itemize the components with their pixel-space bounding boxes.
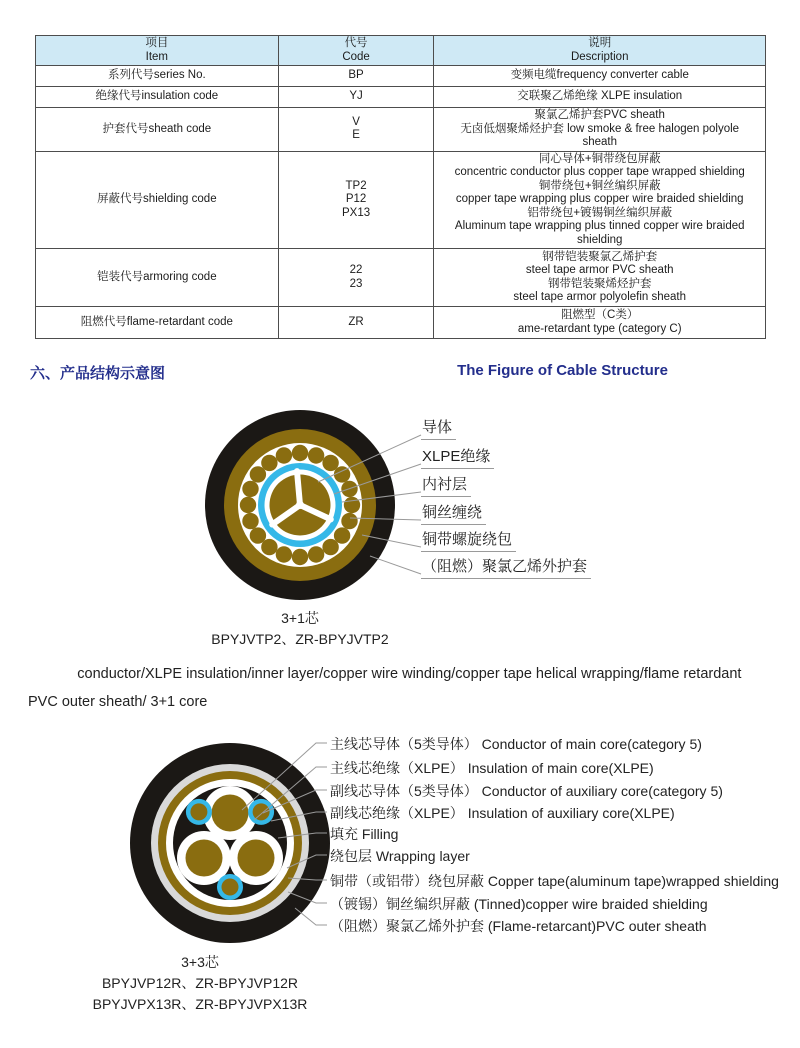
- label-copper-tape-wrap: 铜带螺旋绕包: [421, 528, 516, 552]
- section-title-en: The Figure of Cable Structure: [457, 362, 668, 379]
- desc-line: steel tape armor PVC sheath: [525, 264, 674, 276]
- code-cell: BP: [278, 66, 434, 87]
- desc-cell: [434, 108, 766, 152]
- code-line: PX13: [341, 206, 371, 219]
- code-cell: ZR: [278, 307, 434, 339]
- label-aux-core-conductor: 副线芯导体（5类导体） Conductor of auxiliary core(category 5): [330, 783, 723, 799]
- item-cell: 系列代号series No.: [36, 66, 279, 87]
- header-desc-cn: 说明: [588, 37, 612, 49]
- table-row: [36, 87, 766, 108]
- desc-cell: [434, 151, 766, 249]
- desc-line: 聚氯乙烯护套PVC sheath: [534, 109, 665, 121]
- code-line: P12: [345, 193, 367, 205]
- code-line: E: [352, 129, 360, 142]
- figure-3plus3-core: [0, 728, 800, 953]
- figure2-core-count: 3+3芯: [181, 954, 219, 970]
- desc-cell: [434, 307, 766, 339]
- desc-line: 钢带铠装聚烯烃护套: [547, 277, 652, 290]
- label-copper-wire-winding: 铜丝缠绕: [421, 501, 486, 525]
- desc-line: 阻燃型（C类）: [561, 309, 639, 321]
- figure1-core-count: 3+1芯: [281, 610, 319, 626]
- desc-cell: [434, 249, 766, 307]
- header-code: [278, 36, 434, 66]
- desc-line: 无卤低烟聚烯烃护套 low smoke & free halogen polyole: [460, 122, 740, 135]
- header-item-en: Item: [145, 50, 169, 63]
- header-item-cn: 项目: [145, 37, 169, 49]
- code-cell: [278, 151, 434, 249]
- header-item: [36, 36, 279, 66]
- header-code-cn: 代号: [344, 37, 368, 49]
- desc-cell: 交联聚乙烯绝缘 XLPE insulation: [434, 87, 766, 108]
- label-filling: 填充 Filling: [330, 826, 399, 842]
- table-header-row: [36, 36, 766, 66]
- code-cell: YJ: [278, 87, 434, 108]
- label-main-core-conductor: 主线芯导体（5类导体） Conductor of main core(category 5): [330, 736, 702, 752]
- label-tape-wrapped-shielding: 铜带（或铝带）绕包屏蔽 Copper tape(aluminum tape)wrapped shielding: [330, 873, 779, 889]
- structure-description-paragraph: conductor/XLPE insulation/inner layer/copper wire winding/copper tape helical wrapping/flame retardant PVC outer sheath/ 3+1 core: [28, 666, 742, 710]
- desc-line: 同心导体+铜带绕包屏蔽: [538, 152, 661, 165]
- figure2-model-codes: BPYJVP12R、ZR-BPYJVP12R: [101, 975, 299, 991]
- item-cell: 护套代号sheath code: [36, 108, 279, 152]
- code-cell: [278, 249, 434, 307]
- code-line: 23: [349, 277, 363, 290]
- table-row: [36, 249, 766, 307]
- desc-cell: 变频电缆frequency converter cable: [434, 66, 766, 87]
- label-wrapping-layer: 绕包层 Wrapping layer: [330, 848, 470, 864]
- label-xlpe-insulation: XLPE绝缘: [421, 445, 494, 469]
- item-cell: 铠装代号armoring code: [36, 249, 279, 307]
- code-line: TP2: [345, 179, 367, 192]
- desc-line: copper tape wrapping plus copper wire braided shielding: [455, 193, 744, 205]
- label-main-core-insulation: 主线芯绝缘（XLPE） Insulation of main core(XLPE): [330, 760, 654, 776]
- code-cell: [278, 108, 434, 152]
- desc-line: ame-retardant type (category C): [517, 322, 682, 335]
- item-cell: 绝缘代号insulation code: [36, 87, 279, 108]
- figure1-model-codes: BPYJVTP2、ZR-BPYJVTP2: [211, 631, 389, 647]
- desc-line: 铜带绕包+铜丝编织屏蔽: [538, 179, 661, 192]
- header-code-en: Code: [342, 50, 370, 63]
- header-desc: [434, 36, 766, 66]
- code-line: 22: [349, 264, 363, 276]
- label-aux-core-insulation: 副线芯绝缘（XLPE） Insulation of auxiliary core(XLPE): [330, 805, 675, 821]
- table-row: [36, 66, 766, 87]
- desc-line: sheath: [582, 136, 617, 148]
- section-title-cn: 六、产品结构示意图: [30, 365, 166, 382]
- desc-line: Aluminum tape wrapping plus tinned copper wire braided: [454, 220, 745, 232]
- label-conductor: 导体: [421, 416, 456, 440]
- label-inner-layer: 内衬层: [421, 473, 471, 497]
- label-wire-braided-shielding: （镀锡）铜丝编织屏蔽 (Tinned)copper wire braided shielding: [330, 896, 708, 912]
- figure1-caption: [150, 608, 450, 650]
- desc-line: 钢带铠装聚氯乙烯护套: [542, 250, 658, 263]
- desc-line: steel tape armor polyolefin sheath: [513, 291, 687, 303]
- figure2-caption: [55, 952, 345, 1015]
- table-row: [36, 151, 766, 249]
- table-row: [36, 108, 766, 152]
- desc-line: concentric conductor plus copper tape wrapped shielding: [454, 166, 745, 178]
- table-row: [36, 307, 766, 339]
- code-line: V: [352, 115, 360, 128]
- desc-line: shielding: [577, 233, 623, 246]
- label-pvc-outer-sheath: （阻燃）聚氯乙烯外护套 (Flame-retarcant)PVC outer sheath: [330, 918, 707, 934]
- item-cell: 屏蔽代号shielding code: [36, 151, 279, 249]
- desc-line: 铝带绕包+镀锡铜丝编织屏蔽: [527, 206, 673, 219]
- figure2-model-codes: BPYJVPX13R、ZR-BPYJVPX13R: [92, 996, 308, 1012]
- label-pvc-outer-sheath: （阻燃）聚氯乙烯外护套: [421, 555, 591, 579]
- header-desc-en: Description: [570, 50, 629, 63]
- item-cell: 阻燃代号flame-retardant code: [36, 307, 279, 339]
- cable-code-table: [35, 35, 766, 339]
